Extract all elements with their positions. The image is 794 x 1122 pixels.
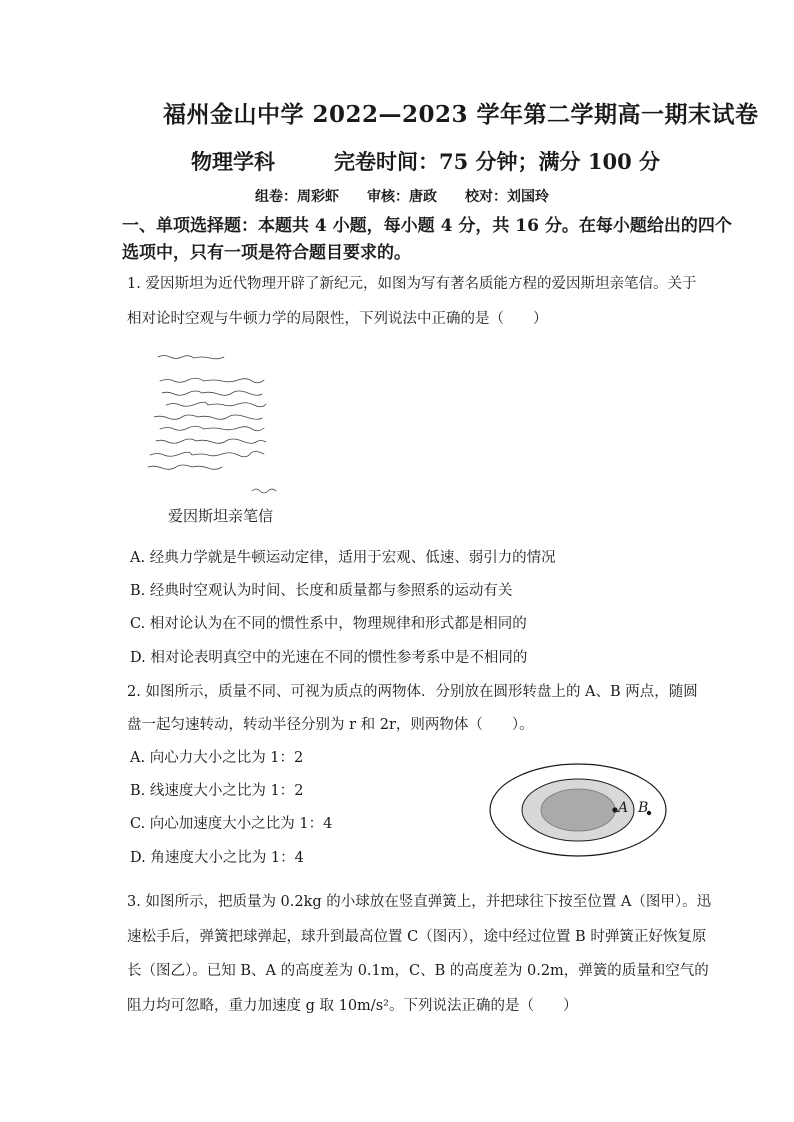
credits-line: 组卷：周彩虾 审核：唐政 校对：刘国玲 bbox=[255, 189, 549, 205]
q2-stem-line1: 2. 如图所示，质量不同、可视为质点的两物体．分别放在圆形转盘上的 A、B 两点，随圆 bbox=[127, 684, 698, 700]
disk-inner-region bbox=[541, 789, 615, 831]
time-score-label: 完卷时间：75 分钟；满分 100 分 bbox=[334, 149, 660, 174]
point-b-label: B bbox=[638, 800, 649, 816]
q3-stem-line2: 速松手后，弹簧把球弹起，球升到最高位置 C（图丙），途中经过位置 B 时弹簧正好恢复原 bbox=[127, 929, 707, 945]
q2-option-b: B. 线速度大小之比为 1：2 bbox=[130, 783, 304, 799]
q3-stem-line3: 长（图乙）。已知 B、A 的高度差为 0.1m，C、B 的高度差为 0.2m，弹簧的质量和空气的 bbox=[127, 963, 709, 979]
q1-option-c: C. 相对论认为在不同的惯性系中，物理规律和形式都是相同的 bbox=[130, 616, 527, 632]
q1-stem-line1: 1. 爱因斯坦为近代物理开辟了新纪元，如图为写有著名质能方程的爱因斯坦亲笔信。关于 bbox=[127, 276, 697, 292]
q1-option-d: D. 相对论表明真空中的光速在不同的惯性参考系中是不相同的 bbox=[130, 650, 528, 666]
rotating-disk-diagram bbox=[485, 758, 675, 863]
point-a-label: A bbox=[618, 800, 629, 816]
q2-option-d: D. 角速度大小之比为 1：4 bbox=[130, 850, 304, 866]
section-heading-line1: 一、单项选择题：本题共 4 小题，每小题 4 分，共 16 分。在每小题给出的四个 bbox=[122, 216, 732, 236]
q1-option-b: B. 经典时空观认为时间、长度和质量都与参照系的运动有关 bbox=[130, 583, 513, 599]
q1-stem-line2: 相对论时空观与牛顿力学的局限性，下列说法中正确的是（ ） bbox=[127, 311, 548, 327]
q2-option-c: C. 向心加速度大小之比为 1：4 bbox=[130, 816, 333, 832]
point-a-dot bbox=[612, 807, 617, 812]
q1-figure-caption: 爱因斯坦亲笔信 bbox=[168, 507, 274, 525]
q2-stem-line2: 盘一起匀速转动，转动半径分别为 r 和 2r，则两物体（ ）。 bbox=[127, 717, 534, 733]
einstein-letter-image bbox=[140, 345, 320, 500]
q3-stem-line1: 3. 如图所示，把质量为 0.2kg 的小球放在竖直弹簧上，并把球往下按至位置 A（图甲）。迅 bbox=[127, 894, 712, 910]
subject-label: 物理学科 bbox=[191, 149, 275, 174]
q1-option-a: A. 经典力学就是牛顿运动定律，适用于宏观、低速、弱引力的情况 bbox=[130, 550, 556, 566]
exam-title: 福州金山中学 2022—2023 学年第二学期高一期末试卷 bbox=[163, 101, 759, 128]
q2-option-a: A. 向心力大小之比为 1：2 bbox=[130, 750, 304, 766]
section-heading-line2: 选项中，只有一项是符合题目要求的。 bbox=[122, 243, 411, 263]
q3-stem-line4: 阻力均可忽略，重力加速度 g 取 10m/s²。下列说法正确的是（ ） bbox=[127, 998, 578, 1014]
